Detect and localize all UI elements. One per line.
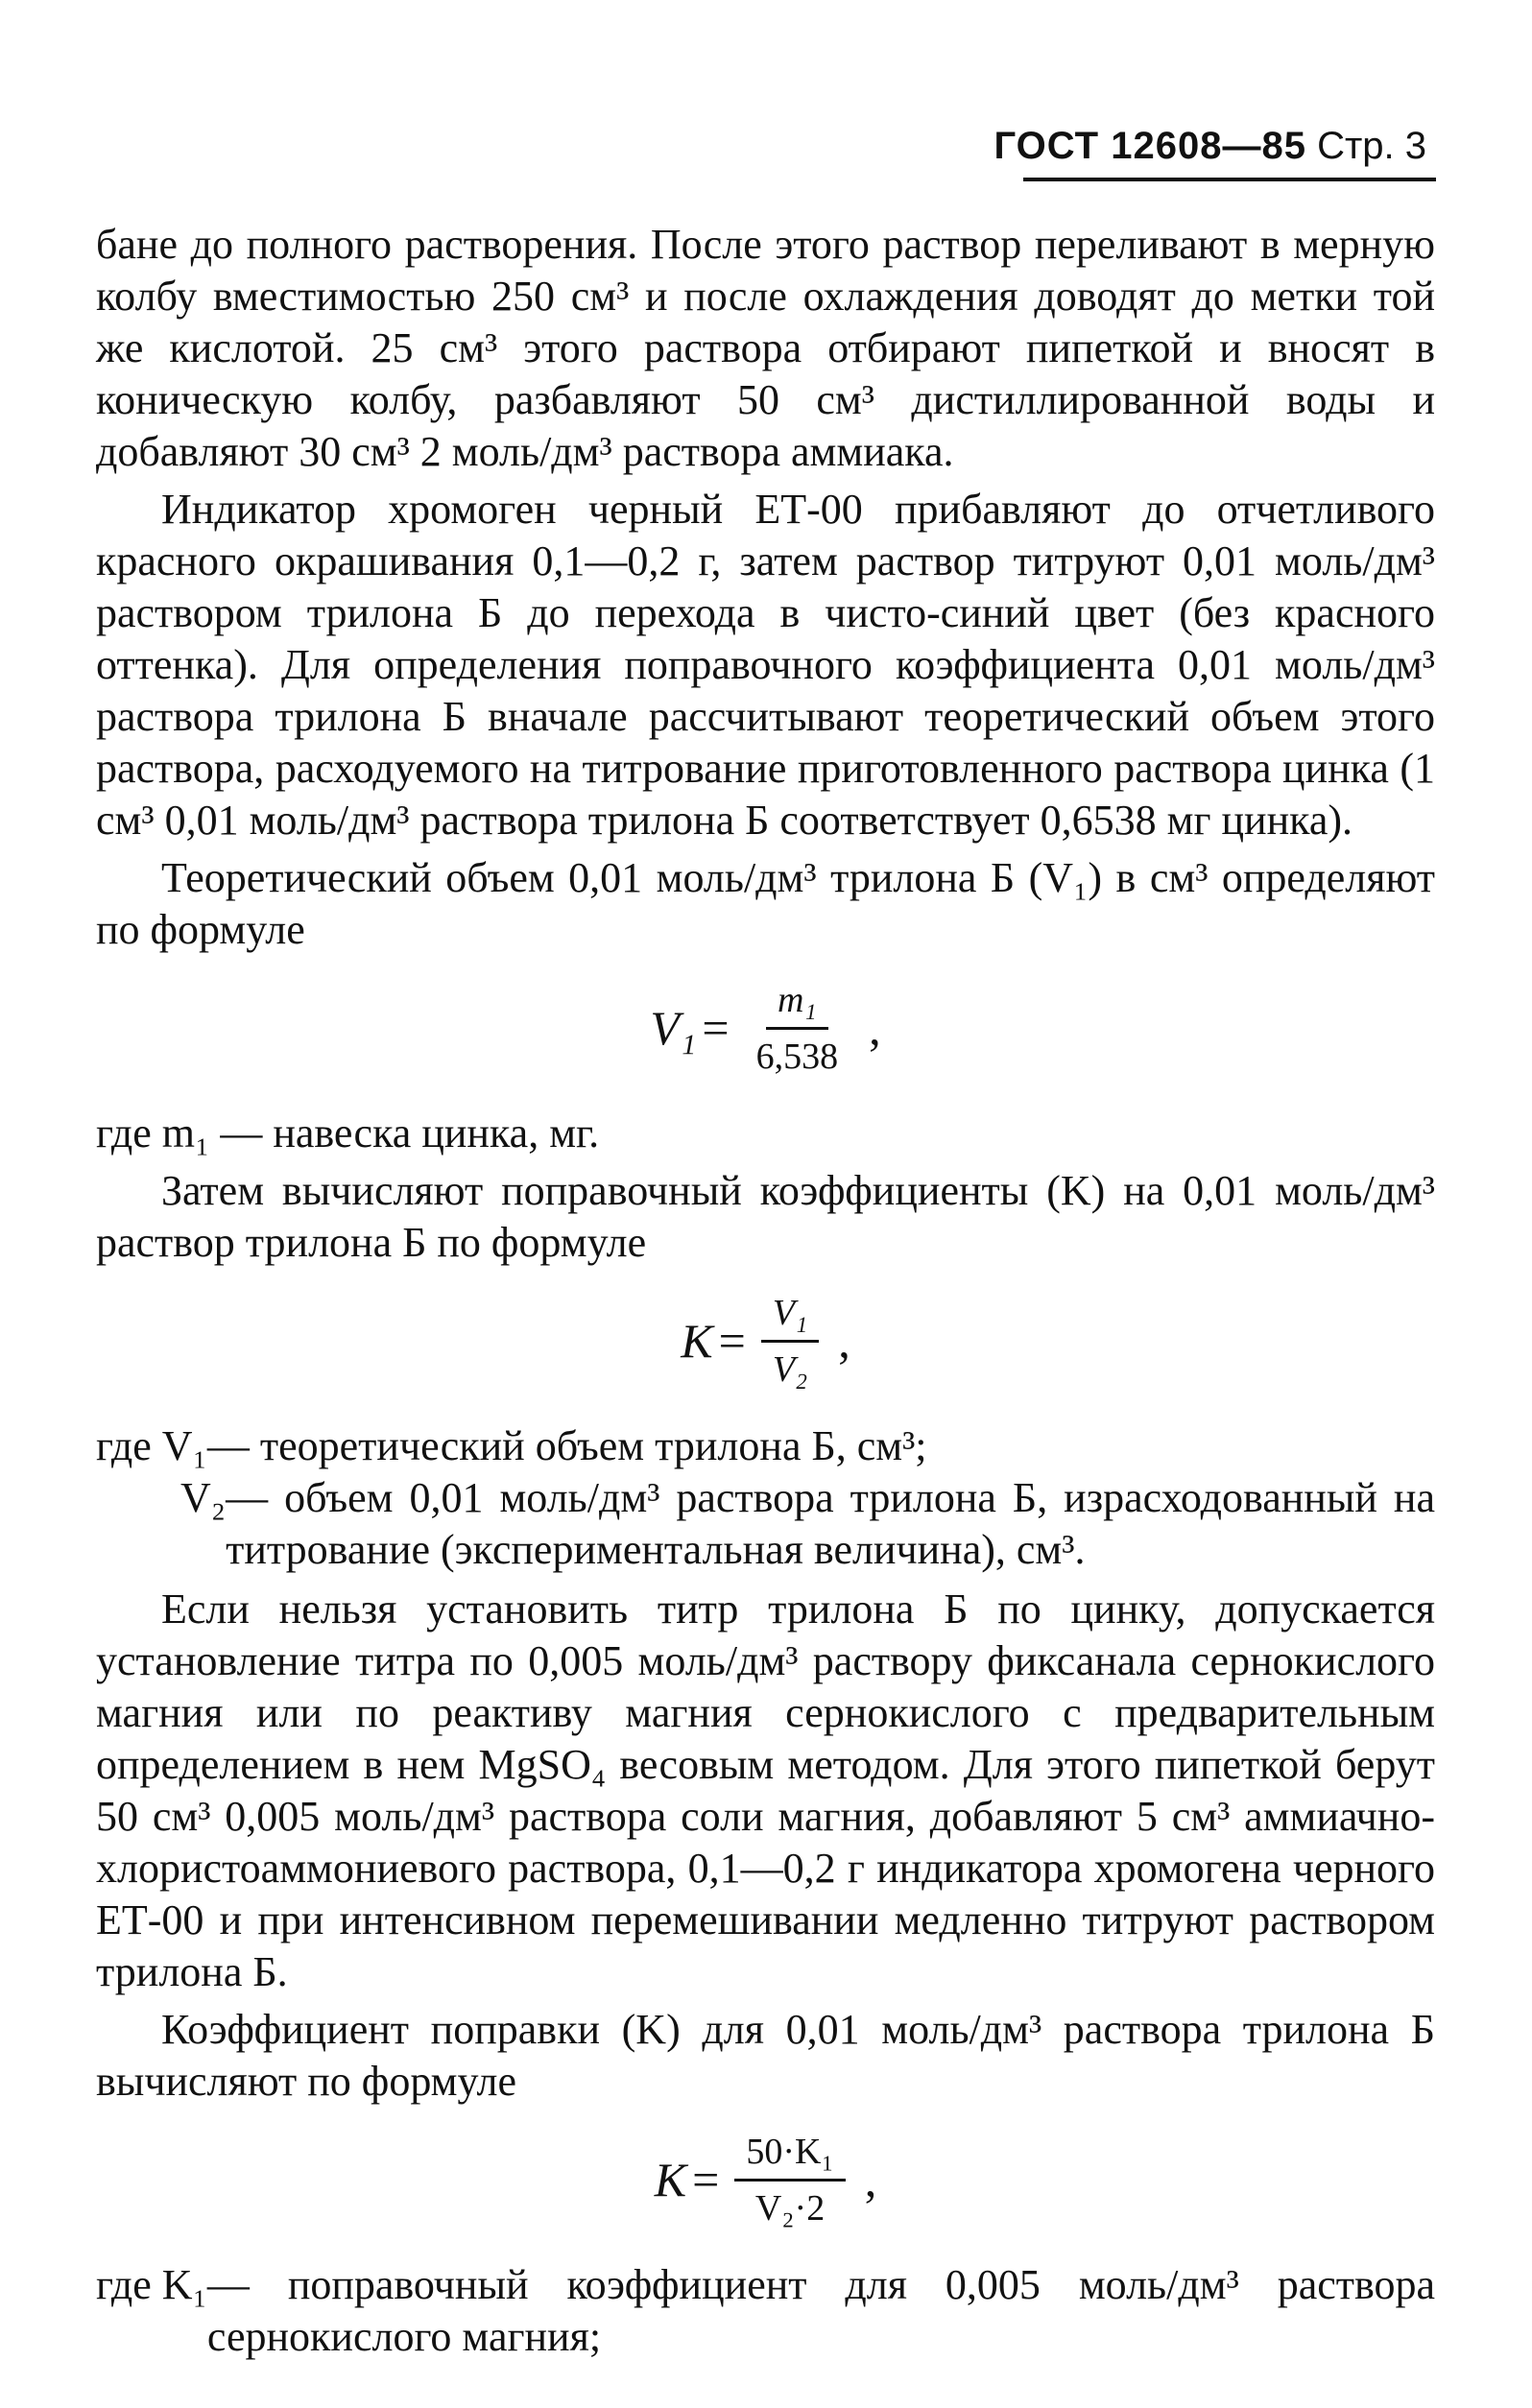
page-number: Стр. 3 xyxy=(1317,125,1426,167)
formula-k xyxy=(96,1278,1435,1403)
definition-k1-symbol: где K₁ xyxy=(96,2261,207,2308)
paragraph-2: Индикатор хромоген черный ЕТ-00 прибавляют до отчетливого красного окрашивания 0,1—0,2 г, затем раствор титруют 0,01 моль/дм³ раствором трилона Б до перехода в чисто-синий цвет (без красного оттенка). Для определения поправочного коэффициента 0,01 моль/дм³ раствора трилона Б вначале рассчитывают теоретический объем этого раствора, расходуемого на титрование приготовленного раствора цинка (1 см³ 0,01 моль/дм³ раствора трилона Б соответствует 0,6538 мг цинка). xyxy=(96,486,1435,844)
formula-v1-numerator: m₁ xyxy=(766,977,828,1030)
header-rule xyxy=(1023,178,1436,181)
formula-v1-denominator: 6,538 xyxy=(755,1036,839,1077)
formula-k-magnesium-eq: = xyxy=(692,2153,720,2206)
formula-v1-fraction xyxy=(745,977,850,1080)
page-header xyxy=(994,125,1426,168)
definition-v2-symbol: V₂ xyxy=(180,1474,227,1521)
formula-k-numerator: V₁ xyxy=(761,1290,819,1343)
formula-v1-comma: , xyxy=(869,1001,881,1055)
definition-v1-text: — теоретический объем трилона Б, см³; xyxy=(206,1422,927,1469)
definitions-k1 xyxy=(96,2259,1435,2363)
formula-v1 xyxy=(96,966,1435,1090)
formula-k-magnesium xyxy=(96,2117,1435,2242)
formula-k-magnesium-fraction xyxy=(734,2129,845,2231)
formula-v1-eq: = xyxy=(702,1001,730,1055)
formula-k-fraction xyxy=(761,1290,819,1393)
formula-k-magnesium-comma: , xyxy=(864,2153,877,2206)
document-body xyxy=(96,219,1435,2371)
formula-k-comma: , xyxy=(838,1314,850,1368)
definition-k1 xyxy=(96,2259,1435,2363)
definition-k1-text: — поправочный коэффициент для 0,005 моль/дм³ раствора сернокислого магния; xyxy=(206,2261,1435,2360)
formula-k-lhs: K xyxy=(681,1314,713,1368)
formula-k-magnesium-numerator: 50·K₁ xyxy=(734,2129,845,2182)
definition-v2-text: — объем 0,01 моль/дм³ раствора трилона Б, израсходованный на титрование (экспериментальная величина), см³. xyxy=(226,1474,1435,1573)
paragraph-3: Теоретический объем 0,01 моль/дм³ трилона Б (V₁) в см³ определяют по формуле xyxy=(96,854,1435,953)
formula-k-eq: = xyxy=(718,1314,746,1368)
paragraph-4: Затем вычисляют поправочный коэффициенты (K) на 0,01 моль/дм³ раствор трилона Б по формуле xyxy=(96,1167,1435,1266)
definition-v2 xyxy=(96,1472,1435,1576)
definition-v1-symbol: где V₁ xyxy=(96,1422,207,1469)
formula-k-magnesium-lhs: K xyxy=(654,2153,687,2206)
paragraph-1: бане до полного растворения. После этого раствор переливают в мерную колбу вместимостью 250 см³ и после охлаждения доводят до метки той же кислотой. 25 см³ этого раствора отбирают пипеткой и вносят в коническую колбу, разбавляют 50 см³ дистиллированной воды и добавляют 30 см³ 2 моль/дм³ раствора аммиака. xyxy=(96,221,1435,475)
formula-k-magnesium-denominator: V₂·2 xyxy=(754,2187,826,2229)
paragraph-5: Если нельзя установить титр трилона Б по цинку, допускается установление титра по 0,005 моль/дм³ раствору фиксанала сернокислого магния или по реактиву магния сернокислого с предварительным определением в нем MgSO₄ весовым методом. Для этого пипеткой берут 50 см³ 0,005 моль/дм³ раствора соли магния, добавляют 5 см³ аммиачно-хлористоаммониевого раствора, 0,1—0,2 г индикатора хромогена черного ЕТ-00 и при интенсивном перемешивании медленно титруют раствором трилона Б. xyxy=(96,1585,1435,1995)
formula-v1-lhs: V₁ xyxy=(650,1001,697,1055)
definition-m1: где m₁ — навеска цинка, мг. xyxy=(96,1109,600,1156)
definition-v1 xyxy=(96,1420,1435,1472)
standard-code: ГОСТ 12608—85 xyxy=(993,125,1306,167)
paragraph-6: Коэффициент поправки (K) для 0,01 моль/дм³ раствора трилона Б вычисляют по формуле xyxy=(96,2006,1435,2105)
formula-k-denominator: V₂ xyxy=(772,1348,808,1390)
definitions-v1-v2 xyxy=(96,1420,1435,1576)
